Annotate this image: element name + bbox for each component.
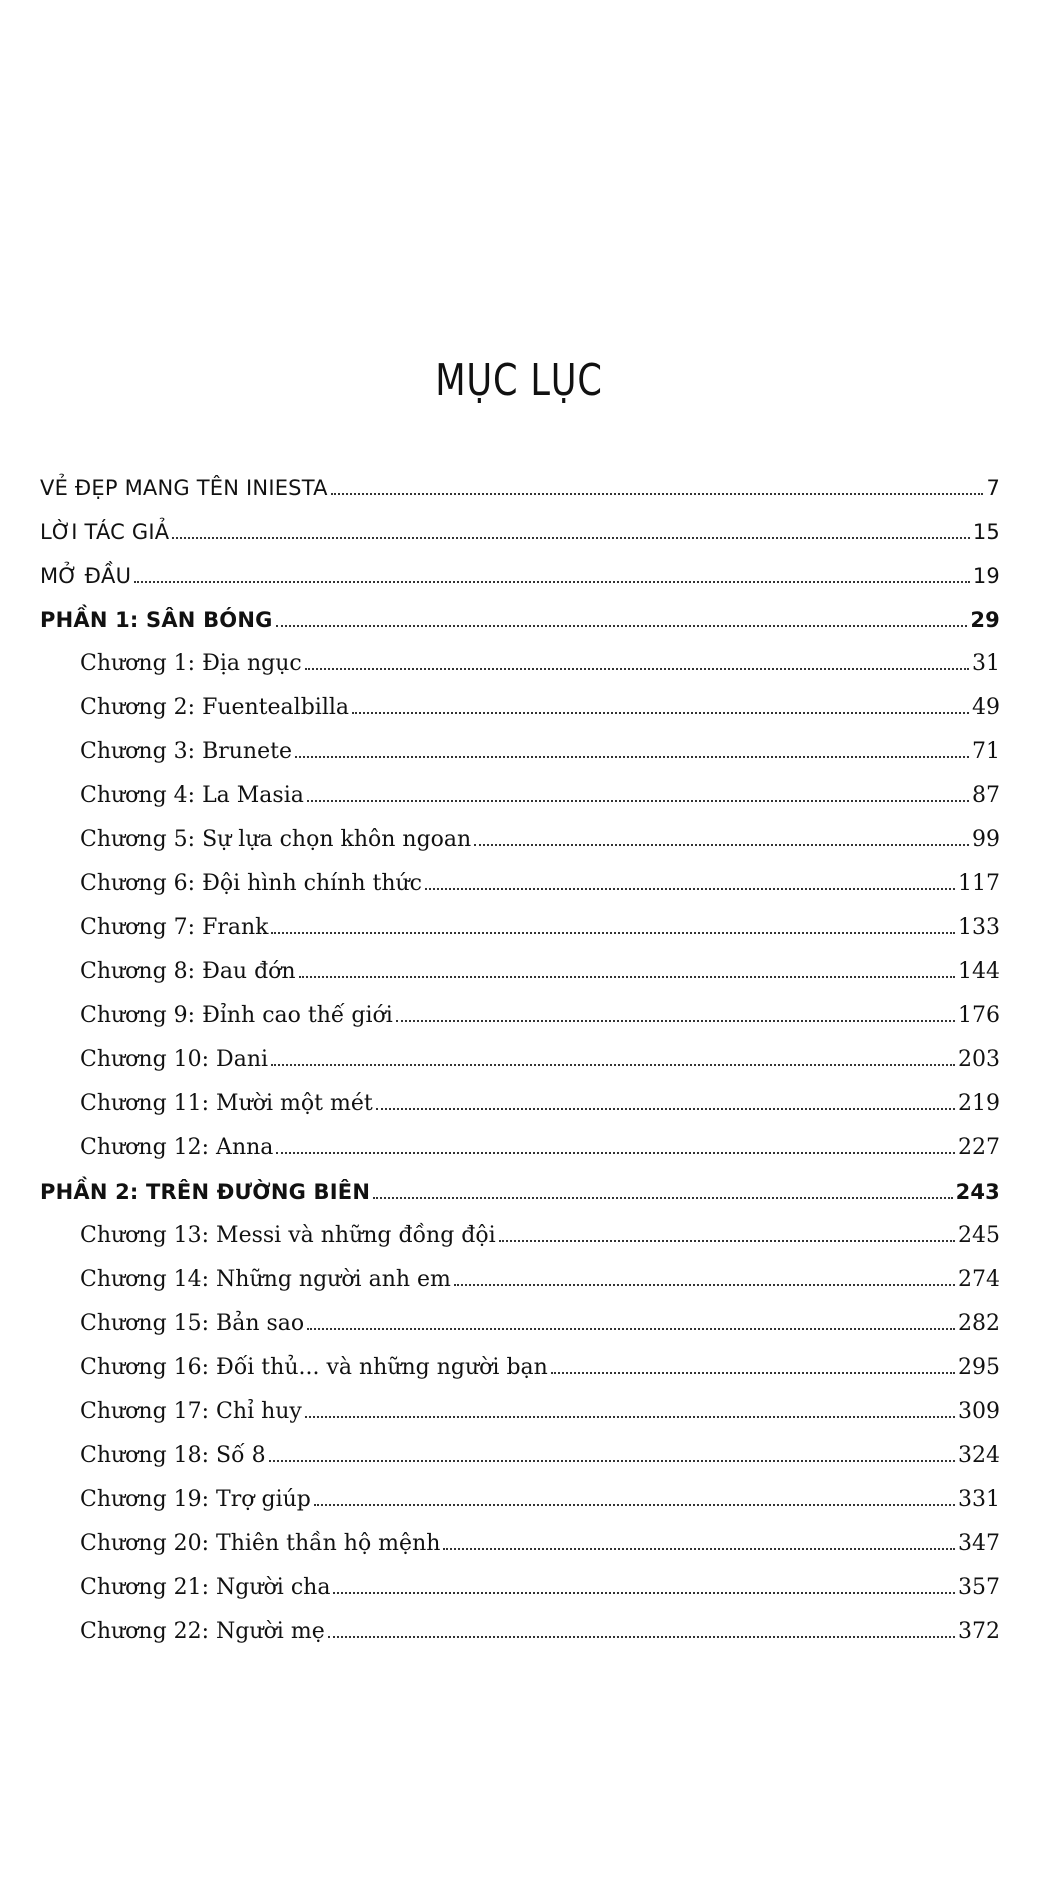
toc-chapter-entry — [40, 1214, 1000, 1258]
toc-entry-title: Chương 18: Số 8 — [80, 1443, 266, 1468]
toc-entry-title: Chương 5: Sự lựa chọn khôn ngoan — [80, 827, 472, 852]
toc-entry-title: Chương 1: Địa ngục — [80, 651, 302, 676]
toc-page-number: 274 — [958, 1267, 1000, 1292]
dot-leader — [328, 1636, 955, 1638]
toc-page-number: 331 — [958, 1487, 1000, 1512]
toc-chapter-entry — [40, 1126, 1000, 1170]
toc-entry-title: Chương 4: La Masia — [80, 783, 304, 808]
dot-leader — [443, 1548, 955, 1550]
toc-entry-title: Chương 14: Những người anh em — [80, 1267, 451, 1292]
toc-page-number: 117 — [958, 871, 1000, 896]
dot-leader — [305, 1416, 955, 1418]
toc-chapter-entry — [40, 994, 1000, 1038]
toc-chapter-entry — [40, 1346, 1000, 1390]
toc-page-number: 203 — [958, 1047, 1000, 1072]
dot-leader — [307, 1328, 955, 1330]
dot-leader — [134, 581, 970, 583]
toc-section-entry — [40, 554, 1000, 598]
table-of-contents — [40, 466, 1000, 1654]
toc-page-number: 49 — [972, 695, 1000, 720]
toc-section-entry — [40, 510, 1000, 554]
toc-chapter-entry — [40, 1566, 1000, 1610]
toc-chapter-entry — [40, 1522, 1000, 1566]
dot-leader — [276, 625, 968, 627]
toc-chapter-entry — [40, 950, 1000, 994]
toc-page-number: 29 — [970, 608, 1000, 632]
toc-page-number: 372 — [958, 1619, 1000, 1644]
toc-page-number: 133 — [958, 915, 1000, 940]
toc-entry-title: Chương 12: Anna — [80, 1135, 274, 1160]
toc-page-number: 295 — [958, 1355, 1000, 1380]
toc-entry-title: PHẦN 2: TRÊN ĐƯỜNG BIÊN — [40, 1180, 371, 1204]
dot-leader — [269, 1460, 955, 1462]
dot-leader — [276, 1152, 955, 1154]
dot-leader — [373, 1197, 952, 1199]
dot-leader — [376, 1108, 955, 1110]
dot-leader — [474, 844, 969, 846]
toc-entry-title: MỞ ĐẦU — [40, 564, 132, 588]
toc-page-number: 31 — [972, 651, 1000, 676]
toc-chapter-entry — [40, 1038, 1000, 1082]
toc-entry-title: VẺ ĐẸP MANG TÊN INIESTA — [40, 476, 328, 500]
toc-page-number: 245 — [958, 1223, 1000, 1248]
toc-page-number: 87 — [972, 783, 1000, 808]
toc-page-number: 71 — [972, 739, 1000, 764]
dot-leader — [305, 668, 969, 670]
toc-chapter-entry — [40, 1434, 1000, 1478]
dot-leader — [425, 888, 955, 890]
dot-leader — [499, 1240, 955, 1242]
dot-leader — [314, 1504, 955, 1506]
page-title: MỤC LỤC — [435, 355, 603, 406]
toc-chapter-entry — [40, 1302, 1000, 1346]
toc-entry-title: Chương 21: Người cha — [80, 1575, 331, 1600]
toc-entry-title: Chương 22: Người mẹ — [80, 1619, 325, 1644]
toc-entry-title: Chương 20: Thiên thần hộ mệnh — [80, 1531, 441, 1556]
toc-page-number: 324 — [958, 1443, 1000, 1468]
toc-chapter-entry — [40, 1610, 1000, 1654]
dot-leader — [307, 800, 969, 802]
toc-chapter-entry — [40, 862, 1000, 906]
toc-page-number: 347 — [958, 1531, 1000, 1556]
toc-page-number: 19 — [972, 564, 1000, 588]
toc-entry-title: LỜI TÁC GIẢ — [40, 520, 170, 544]
dot-leader — [299, 976, 955, 978]
dot-leader — [396, 1020, 955, 1022]
dot-leader — [352, 712, 969, 714]
toc-section-entry — [40, 466, 1000, 510]
toc-page-number: 243 — [955, 1180, 1000, 1204]
toc-chapter-entry — [40, 906, 1000, 950]
toc-chapter-entry — [40, 1258, 1000, 1302]
toc-page-number: 176 — [958, 1003, 1000, 1028]
toc-entry-title: Chương 17: Chỉ huy — [80, 1399, 302, 1424]
toc-entry-title: Chương 13: Messi và những đồng đội — [80, 1223, 496, 1248]
toc-entry-title: Chương 11: Mười một mét — [80, 1091, 373, 1116]
toc-chapter-entry — [40, 774, 1000, 818]
toc-entry-title: Chương 15: Bản sao — [80, 1311, 305, 1336]
toc-page-number: 144 — [958, 959, 1000, 984]
toc-section-entry — [40, 598, 1000, 642]
toc-page-number: 7 — [986, 476, 1000, 500]
toc-entry-title: Chương 10: Dani — [80, 1047, 269, 1072]
toc-page-number: 282 — [958, 1311, 1000, 1336]
dot-leader — [454, 1284, 955, 1286]
toc-page-number: 309 — [958, 1399, 1000, 1424]
dot-leader — [551, 1372, 955, 1374]
dot-leader — [295, 756, 969, 758]
toc-chapter-entry — [40, 686, 1000, 730]
dot-leader — [333, 1592, 955, 1594]
toc-entry-title: Chương 8: Đau đớn — [80, 959, 296, 984]
toc-page-number: 357 — [958, 1575, 1000, 1600]
toc-page-number: 99 — [972, 827, 1000, 852]
toc-chapter-entry — [40, 642, 1000, 686]
dot-leader — [172, 537, 970, 539]
toc-entry-title: Chương 9: Đỉnh cao thế giới — [80, 1003, 393, 1028]
toc-entry-title: Chương 2: Fuentealbilla — [80, 695, 350, 720]
toc-page-number: 15 — [972, 520, 1000, 544]
toc-chapter-entry — [40, 1478, 1000, 1522]
dot-leader — [271, 1064, 955, 1066]
toc-page-number: 219 — [958, 1091, 1000, 1116]
dot-leader — [271, 932, 955, 934]
toc-chapter-entry — [40, 818, 1000, 862]
dot-leader — [331, 493, 984, 495]
toc-chapter-entry — [40, 1390, 1000, 1434]
toc-entry-title: Chương 16: Đối thủ... và những người bạn — [80, 1355, 548, 1380]
toc-entry-title: PHẦN 1: SÂN BÓNG — [40, 608, 273, 632]
toc-chapter-entry — [40, 730, 1000, 774]
toc-entry-title: Chương 3: Brunete — [80, 739, 292, 764]
toc-section-entry — [40, 1170, 1000, 1214]
toc-entry-title: Chương 6: Đội hình chính thức — [80, 871, 422, 896]
toc-entry-title: Chương 19: Trợ giúp — [80, 1487, 311, 1512]
toc-entry-title: Chương 7: Frank — [80, 915, 269, 940]
toc-chapter-entry — [40, 1082, 1000, 1126]
toc-page-number: 227 — [958, 1135, 1000, 1160]
